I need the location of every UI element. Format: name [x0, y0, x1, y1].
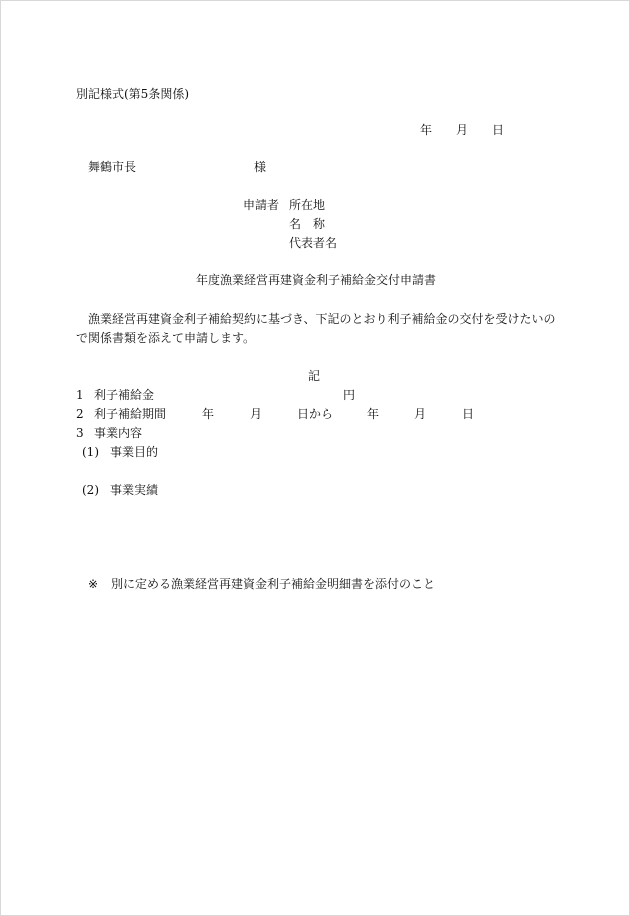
item2-from-day: 日から [297, 407, 334, 421]
applicant-address: 所在地 [289, 198, 326, 212]
item2-from-month: 月 [250, 407, 263, 421]
date-month: 月 [456, 123, 469, 137]
applicant-label: 申請者 [243, 198, 280, 212]
applicant-representative: 代表者名 [289, 236, 338, 250]
item3-number: 3 [76, 426, 84, 440]
annex-label: 別記様式(第5条関係) [76, 87, 189, 101]
date-day: 日 [492, 123, 505, 137]
note-text: 別に定める漁業経営再建資金利子補給金明細書を添付のこと [111, 577, 436, 591]
note-mark: ※ [88, 577, 99, 591]
document-title: 年度漁業経営再建資金利子補給金交付申請書 [196, 273, 437, 287]
item2-number: 2 [76, 407, 84, 421]
date-year: 年 [420, 123, 433, 137]
addressee-honorific: 様 [254, 160, 267, 174]
applicant-name: 名 称 [289, 217, 326, 231]
item3-sub1-label: 事業目的 [110, 445, 159, 459]
item3-sub2-label: 事業実績 [110, 483, 159, 497]
item2-label: 利子補給期間 [94, 407, 167, 421]
item3-label: 事業内容 [94, 426, 143, 440]
addressee-name: 舞鶴市長 [88, 160, 137, 174]
item3-sub2-number: (2) [82, 483, 99, 497]
item2-to-day: 日 [462, 407, 475, 421]
item2-to-year: 年 [367, 407, 380, 421]
item2-from-year: 年 [202, 407, 215, 421]
item1-unit: 円 [343, 388, 356, 402]
body-line-1: 漁業経営再建資金利子補給契約に基づき、下記のとおり利子補給金の交付を受けたいの [88, 312, 556, 326]
item1-number: 1 [76, 388, 84, 402]
item1-label: 利子補給金 [94, 388, 155, 402]
item3-sub1-number: (1) [82, 445, 99, 459]
ki-label: 記 [308, 369, 321, 383]
body-line-2: で関係書類を添えて申請します。 [76, 331, 256, 345]
item2-to-month: 月 [414, 407, 427, 421]
